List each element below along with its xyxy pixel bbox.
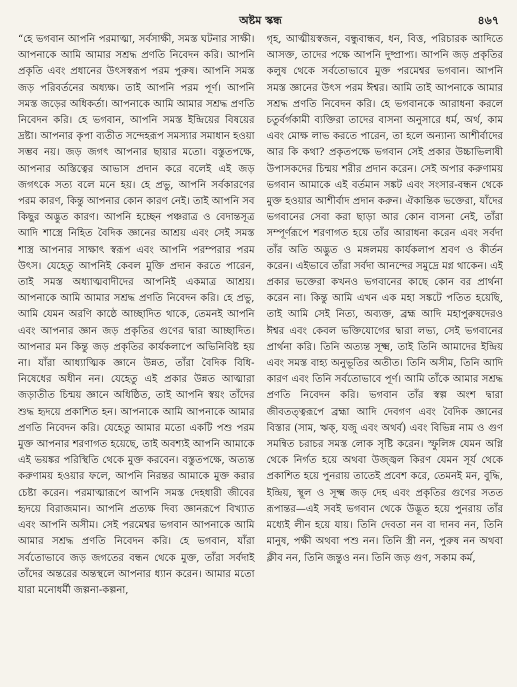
text-columns bbox=[18, 32, 503, 682]
page-number: ৪৬৭ bbox=[477, 14, 499, 27]
left-column bbox=[18, 32, 255, 682]
left-column-text: “হে ভগবান আপনি পরমাত্মা, সর্বসাক্ষী, সমস্ত ঘটনার সাক্ষী। আপনাকে আমি আমার সশ্রদ্ধ প্রণতি নিবেদন করি। আপনি প্রকৃতি এবং প্রধানের উৎসস্বরূপ পরম পুরুষ। আপনি সমস্ত জড় পরিবর্তনের অধ্যক্ষ। তাই আপনি পরম পূর্ণ। আপনি সমস্ত জড়ের অধিকর্তা। আপনাকে আমি আমার সশ্রদ্ধ প্রণতি নিবেদন করি। হে ভগবান, আপনি সমস্ত ইন্দ্রিয়ের বিষয়ের দ্রষ্টা। আপনার কৃপা ব্যতীত সন্দেহরূপ সমস্যার সমাধান হওয়া সম্ভব নয়। জড় জগৎ আপনার ছায়ার মতো। বস্তুতপক্ষে, আপনার অস্তিত্বের আভাস প্রদান করে বলেই এই জড় জগৎকে সত্য বলে মনে হয়। হে প্রভু, আপনি সর্বকারণের পরম কারণ, কিন্তু আপনার কোন কারণ নেই। তাই আপনি সব কিছুর অদ্ভুত কারণ। আপনি হচ্ছেন পঞ্চরাত্র ও বেদান্তসূত্র আদি শাস্ত্রে নিহিত বৈদিক জ্ঞানের আশ্রয় এবং সেই সমস্ত শাস্ত্র আপনার সাক্ষাৎ স্বরূপ এবং আপনি পরম্পরার পরম উৎস। যেহেতু আপনিই কেবল মুক্তি প্রদান করতে পারেন, তাই সমস্ত অধ্যাত্মবাদীদের আপনিই একমাত্র আশ্রয়। আপনাকে আমি আমার সশ্রদ্ধ প্রণতি নিবেদন করি। হে প্রভু, আমি যেমন অরণি কাষ্ঠে আচ্ছাদিত থাকে, তেমনই আপনি এবং আপনার জ্ঞান জড় প্রকৃতির গুণের দ্বারা আচ্ছাদিত। আপনার মন কিন্তু জড় প্রকৃতির কার্যকলাপে অভিনিবিষ্ট হয় না। যাঁরা আধ্যাত্মিক জ্ঞানে উন্নত, তাঁরা বৈদিক বিধি-নিষেধের অধীন নন। যেহেতু এই প্রকার উন্নত আত্মারা জড়াতীত চিন্ময় জ্ঞানে অধিষ্ঠিত, তাই আপনি স্বয়ং তাঁদের শুদ্ধ হৃদয়ে প্রকাশিত হন। আপনাকে আমি আপনাকে আমার প্রণতি নিবেদন করি। যেহেতু আমার মতো একটি পশু পরম মুক্ত আপনার শরণাগত হয়েছে, তাই অবশ্যই আপনি আমাকে এই ভয়ঙ্কর পরিস্থিতি থেকে মুক্ত করবেন। বস্তুতপক্ষে, অত্যন্ত করুণাময় হওয়ার ফলে, আপনি নিরন্তর আমাকে মুক্ত করার চেষ্টা করেন। পরমাত্মারূপে আপনি সমস্ত দেহধারী জীবের হৃদয়ে বিরাজমান। আপনি প্রত্যক্ষ দিব্য জ্ঞানরূপে বিখ্যাত এবং আপনি অসীম। সেই পরমেশ্বর ভগবান আপনাকে আমি আমার সশ্রদ্ধ প্রণতি নিবেদন করি। হে ভগবান, যাঁরা সর্বতোভাবে জড় জগতের বন্ধন থেকে মুক্ত, তাঁরা সর্বদাই তাঁদের অন্তরের অন্তস্থলে আপনার ধ্যান করেন। আমার মতো যারা মনোধর্মী জল্পনা-কল্পনা, bbox=[18, 34, 255, 596]
running-title: অষ্টম স্কন্ধ bbox=[239, 14, 282, 27]
right-column-text: গৃহ, আত্মীয়স্বজন, বন্ধুবান্ধব, ধন, বিত্ত, পরিচারক আদিতে আসক্ত, তাদের পক্ষে আপনি দুষ্প্রাপ্য। আপনি জড় প্রকৃতির কলুষ থেকে সর্বতোভাবে মুক্ত পরমেশ্বর ভগবান। আপনি সমস্ত জ্ঞানের উৎস পরম ঈশ্বর। আমি তাই আপনাকে আমার সশ্রদ্ধ প্রণতি নিবেদন করি। হে ভগবানকে আরাধনা করলে চতুর্বর্গকামী ব্যক্তিরা তাদের বাসনা অনুসারে ধর্ম, অর্থ, কাম এবং মোক্ষ লাভ করতে পারেন, তা হলে অন্যান্য আশীর্বাদের আর কি কথা? প্রকৃতপক্ষে ভগবান সেই প্রকার উচ্চাভিলাষী উপাসকদের চিন্ময় শরীর প্রদান করেন। সেই অপার করুণাময় ভগবান আমাকে এই বর্তমান সঙ্কট এবং সংসার-বন্ধন থেকে মুক্ত হওয়ার আশীর্বাদ প্রদান করুন। ঐকান্তিক ভক্তেরা, যাঁদের ভগবানের সেবা করা ছাড়া আর কোন বাসনা নেই, তাঁরা সম্পূর্ণরূপে শরণাগত হয়ে তাঁর আরাধনা করেন এবং সর্বদা তাঁর অতি অদ্ভুত ও মঙ্গলময় কার্যকলাপ শ্রবণ ও কীর্তন করেন। এইভাবে তাঁরা সর্বদা আনন্দের সমুদ্রে মগ্ন থাকেন। এই প্রকার ভক্তেরা কখনও ভগবানের কাছে কোন বর প্রার্থনা করেন না। কিন্তু আমি এখন এক মহা সঙ্কটে পতিত হয়েছি, তাই আমি সেই নিত্য, অব্যক্ত, ব্রহ্ম আদি মহাপুরুষদেরও ঈশ্বর এবং কেবল ভক্তিযোগের দ্বারা লভ্য, সেই ভগবানের প্রার্থনা করি। তিনি অত্যন্ত সূক্ষ্ম, তাই তিনি আমাদের ইন্দ্রিয় এবং সমস্ত বাহ্য অনুভূতির অতীত। তিনি অসীম, তিনি আদি কারণ এবং তিনি সর্বতোভাবে পূর্ণ। আমি তাঁকে আমার সশ্রদ্ধ প্রণতি নিবেদন করি। ভগবান তাঁর স্বল্প অংশ দ্বারা জীবতত্ত্বরূপে ব্রহ্মা আদি দেবগণ এবং বৈদিক জ্ঞানের বিস্তার (সাম, ঋক্, যজু এবং অথর্ব) এবং বিভিন্ন নাম ও গুণ সমন্বিত চরাচর সমস্ত লোক সৃষ্টি করেন। স্ফুলিঙ্গ যেমন অগ্নি থেকে নির্গত হয়ে অথবা উজ্জ্বল কিরণ যেমন সূর্য থেকে প্রকাশিত হয়ে পুনরায় তাতেই প্রবেশ করে, তেমনই মন, বুদ্ধি, ইন্দ্রিয়, স্থূল ও সূক্ষ্ম জড় দেহ এবং প্রকৃতির গুণের সতত রূপান্তর—এই সবই ভগবান থেকে উদ্ভূত হয়ে পুনরায় তাঁর মধ্যেই লীন হয়ে যায়। তিনি দেবতা নন বা দানব নন, তিনি মানুষ, পক্ষী অথবা পশু নন। তিনি স্ত্রী নন, পুরুষ নন অথবা ক্লীব নন, তিনি জন্তুও নন। তিনি জড় গুণ, সকাম কর্ম, bbox=[266, 34, 503, 564]
right-column bbox=[267, 32, 504, 682]
page-header bbox=[18, 10, 503, 32]
